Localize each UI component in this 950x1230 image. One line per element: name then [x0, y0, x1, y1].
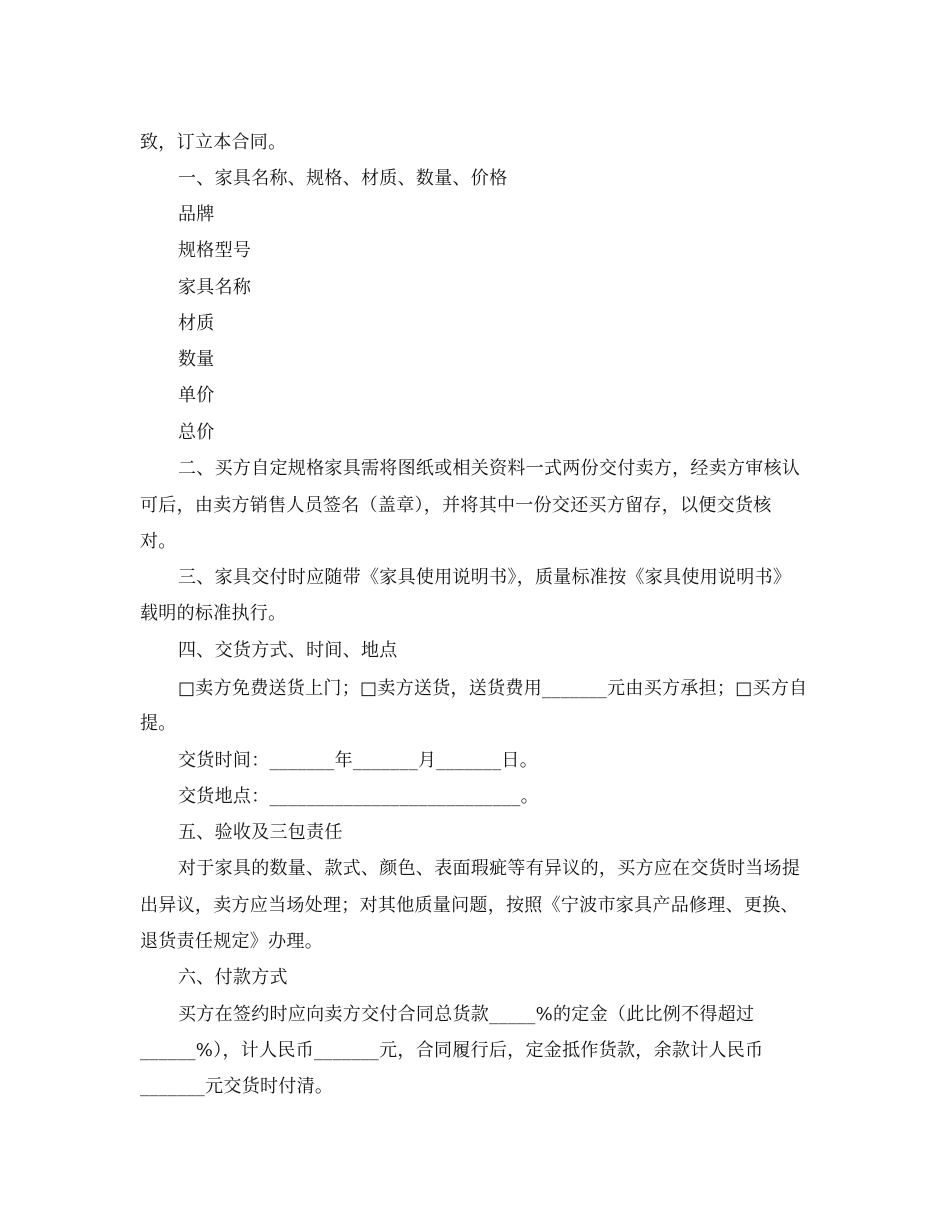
text-line: 提。: [140, 713, 177, 734]
item-field-material: 材质: [178, 313, 215, 334]
section-heading: 四、交货方式、时间、地点: [178, 640, 398, 661]
item-field-model: 规格型号: [178, 240, 252, 261]
text-line: 致，订立本合同。: [140, 132, 287, 153]
section-heading: 三、家具交付时应随带《家具使用说明书》，质量标准按《家具使用说明书》: [178, 567, 792, 588]
item-field-name: 家具名称: [178, 277, 252, 298]
text-line: 可后，由卖方销售人员签名（盖章），并将其中一份交还买方留存，以便交货核: [140, 495, 772, 516]
text-line: 出异议，卖方应当场处理；对其他质量问题，按照《宁波市家具产品修理、更换、: [140, 895, 799, 916]
delivery-time: 交货时间：_______年_______月_______日。: [178, 750, 538, 771]
section-heading: 二、买方自定规格家具需将图纸或相关资料一式两份交付卖方，经卖方审核认: [178, 458, 801, 479]
text-line: 买方在签约时应向卖方交付合同总货款_____%的定金（此比例不得超过: [178, 1004, 755, 1025]
item-field-quantity: 数量: [178, 349, 215, 370]
section-heading: 五、验收及三包责任: [178, 822, 343, 843]
item-field-unit-price: 单价: [178, 385, 215, 406]
delivery-options: □卖方免费送货上门；□卖方送货，送货费用_______元由买方承担；□买方自: [178, 678, 808, 699]
item-field-total-price: 总价: [178, 422, 215, 443]
section-heading: 一、家具名称、规格、材质、数量、价格: [178, 168, 508, 189]
delivery-location: 交货地点：___________________________。: [178, 786, 539, 807]
text-line: ______%），计人民币_______元，合同履行后，定金抵作货款，余款计人民币: [140, 1040, 764, 1061]
text-line: 退货责任规定》办理。: [140, 931, 323, 952]
text-line: 对。: [140, 531, 177, 552]
section-heading: 六、付款方式: [178, 967, 288, 988]
text-line: _______元交货时付清。: [140, 1076, 334, 1097]
item-field-brand: 品牌: [178, 204, 215, 225]
text-line: 载明的标准执行。: [140, 603, 287, 624]
text-line: 对于家具的数量、款式、颜色、表面瑕疵等有异议的，买方应在交货时当场提: [178, 858, 801, 879]
